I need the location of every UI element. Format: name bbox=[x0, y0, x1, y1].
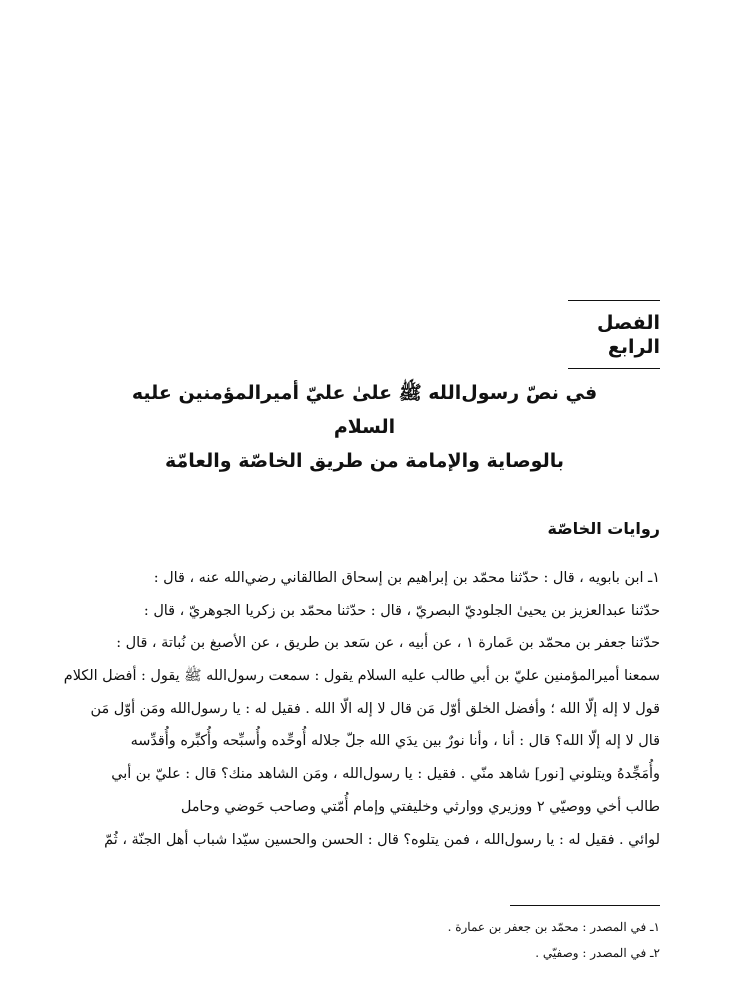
body-line: حدّثنا جعفر بن محمّد بن عَمارة ١ ، عن أبيه ، عن سَعد بن طريق ، عن الأصبغ بن نُباتة ، قال : bbox=[116, 635, 660, 652]
footnote-2: ٢ـ في المصدر : وصفيّي . bbox=[535, 946, 660, 960]
footnote-divider bbox=[510, 905, 660, 906]
chapter-heading-line-2: بالوصاية والإمامة من طريق الخاصّة والعامّة bbox=[165, 450, 564, 472]
body-line: لوائي . فقيل له : يا رسول‌الله ، فمن يتلوه؟ قال : الحسن والحسين سيّدا شباب أهل الجنّة ، ثُمّ bbox=[104, 831, 660, 848]
chapter-title: الفصل الرابع bbox=[596, 312, 660, 358]
body-line: طالب أخي ووصيّي ٢ ووزيري ووارثي وخليفتي وإمام أُمّتي وصاحب حَوضي وحامل bbox=[180, 798, 660, 815]
body-line: سمعنا أميرالمؤمنين عليّ بن أبي طالب عليه السلام يقول : سمعت رسول‌الله ﷺ يقول : أفضل الكلام bbox=[64, 668, 660, 685]
body-line: ١ـ ابن بابويه ، قال : حدّثنا محمّد بن إبراهيم بن إسحاق الطالقاني رضي‌الله عنه ، قال : bbox=[153, 570, 660, 586]
chapter-heading-line-1: في نصّ رسول‌الله ﷺ علىٰ عليّ أميرالمؤمنين عليه السلام bbox=[131, 382, 598, 438]
section-title: روايات الخاصّة bbox=[547, 519, 660, 538]
chapter-header bbox=[568, 300, 660, 369]
chapter-heading bbox=[120, 376, 609, 478]
body-line: قول لا إله إلّا الله ؛ وأفضل الخلق أوّل مَن قال لا إله الّا الله . فقيل له : يا رسول‌الله ومَن أوّل مَن bbox=[90, 700, 660, 717]
body-line: قال لا إله إلّا الله؟ قال : أنا ، وأنا نورٌ بين يدَي الله جلّ جلاله أُوحِّده وأُسبِّحه وأُكبِّره وأُقدِّسه bbox=[130, 733, 660, 750]
footnote-1: ١ـ في المصدر : محمّد بن جعفر بن عمارة . bbox=[447, 920, 660, 934]
body-text bbox=[64, 562, 660, 856]
body-line: حدّثنا عبدالعزيز بن يحيىٰ الجلوديّ البصريّ ، قال : حدّثنا محمّد بن زكريا الجوهريّ ، قال : bbox=[143, 602, 660, 619]
body-line: وأُمَجِّدهُ ويتلوني [نور] شاهد منّي . فقيل : يا رسول‌الله ، ومَن الشاهد منك؟ قال : عليّ بن أبي bbox=[111, 766, 660, 783]
footnotes bbox=[64, 914, 660, 966]
